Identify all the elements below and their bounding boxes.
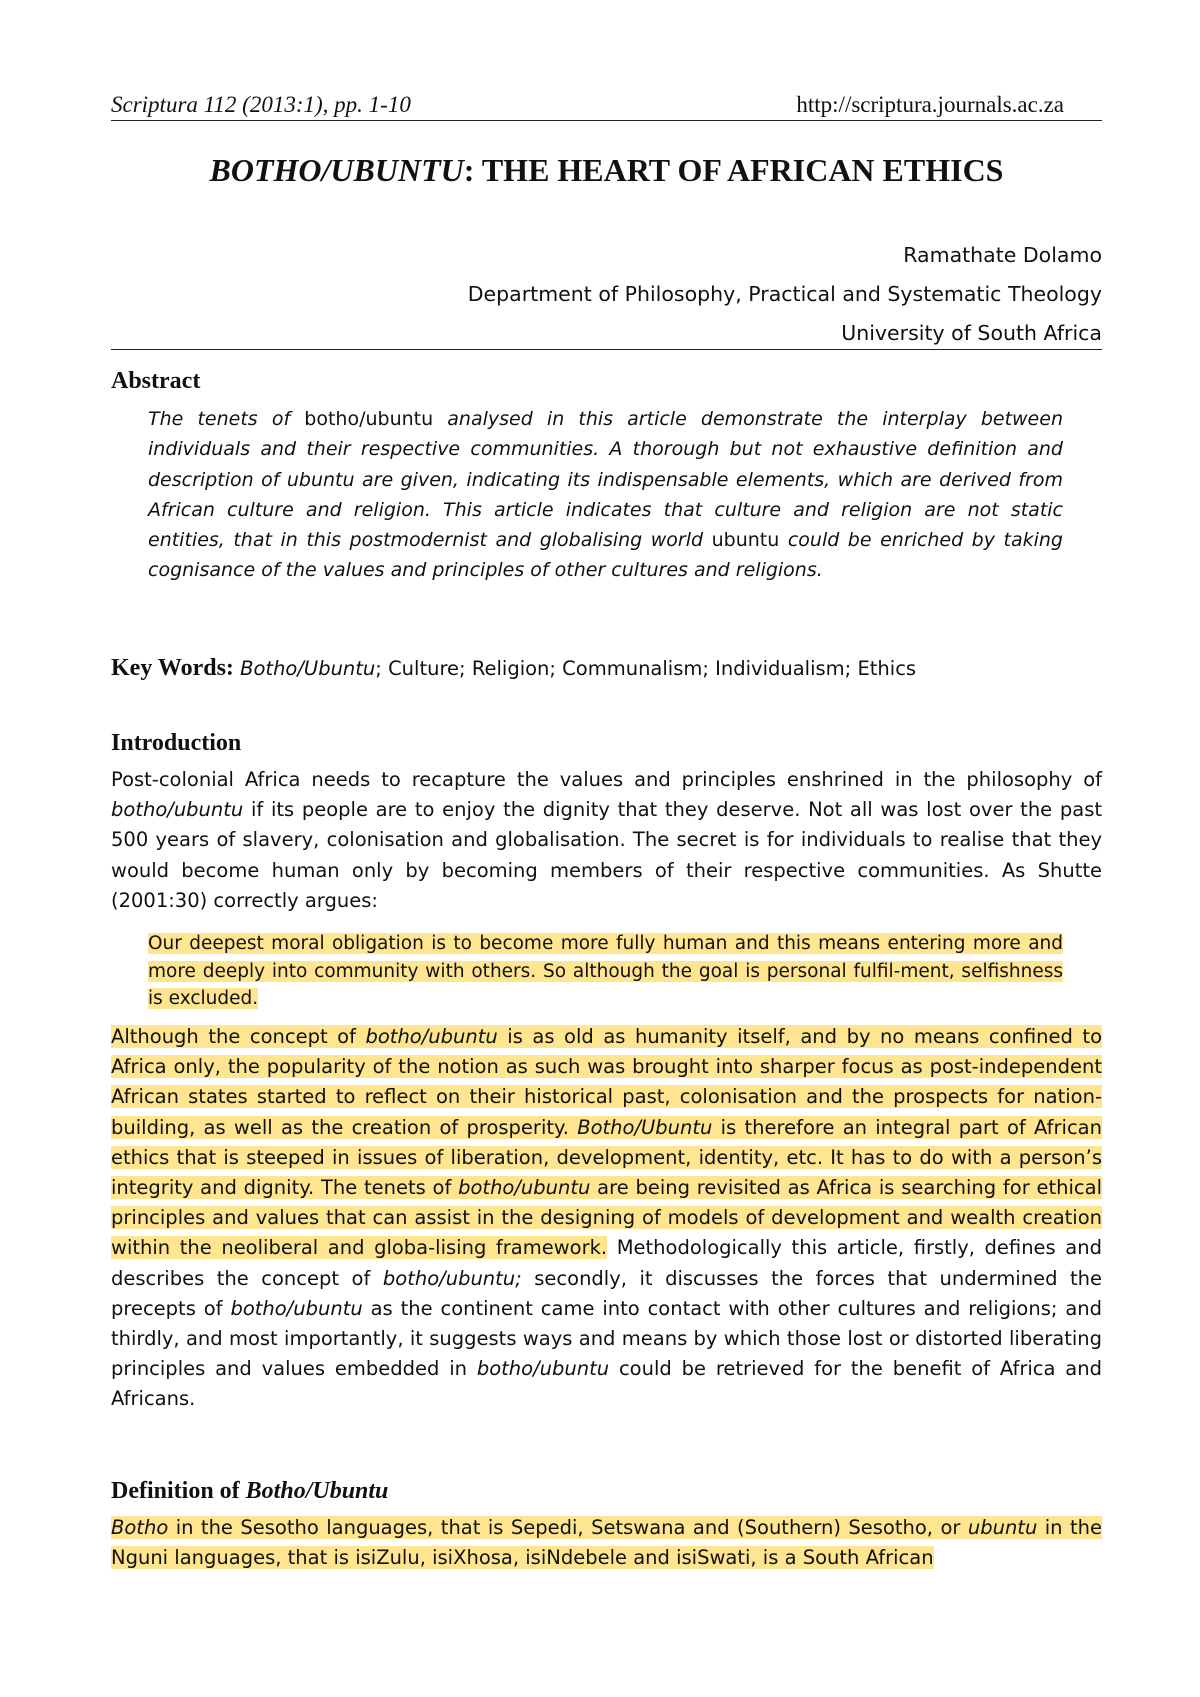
intro-paragraph-1 — [111, 765, 1102, 916]
keyword-botho: Botho/Ubuntu — [240, 657, 376, 680]
abstract-heading: Abstract — [111, 368, 201, 394]
definition-p1-text-c: ubuntu — [967, 1516, 1038, 1539]
intro-p2-text-f: botho/ubuntu — [458, 1176, 591, 1200]
intro-p2-text-m: botho/ubuntu — [476, 1357, 610, 1381]
intro-p2-text-j: secondly, it discusses the forces that undermined the precepts of — [111, 1266, 1102, 1320]
definition-heading-italic: Botho/Ubuntu — [245, 1478, 389, 1504]
intro-paragraph-2 — [111, 1022, 1102, 1415]
intro-p2-text-e: is therefore an integral part of African ethics that is steeped in issues of liberation, development, identity, etc. It has to do with a person’s integrity and dignity. The tenets of — [111, 1115, 1102, 1200]
abstract-text-5: could be enriched by taking cognisance of the values and principles of other cultures and religions. — [148, 529, 1063, 582]
abstract-text-3: analysed in this article demonstrate the interplay between individuals and their respective communities. A thorough but not exhaustive definition and description of ubuntu are given, indicating its indispensable elements, which are derived from African culture and religion. This article indicates that culture and religion are not static entities, that in this postmodernist and globalising world — [148, 408, 1063, 552]
title-rest: : THE HEART OF AFRICAN ETHICS — [463, 152, 1004, 188]
definition-p1-text-b: in the Sesotho languages, that is Sepedi, Setswana and (Southern) Sesotho, or — [168, 1516, 968, 1539]
journal-url[interactable]: http://scriptura.journals.ac.za — [796, 92, 1064, 117]
keywords-rest: ; Culture; Religion; Communalism; Individualism; Ethics — [375, 657, 917, 680]
abstract-text-4: ubuntu — [711, 529, 780, 552]
author-block — [468, 236, 1102, 353]
abstract-body — [148, 404, 1063, 586]
article-title — [111, 152, 1102, 189]
keywords-label: Key Words — [111, 655, 226, 681]
intro-p2-text-l: as the continent came into contact with other cultures and religions; and thirdly, and most importantly, it suggests ways and means by which those lost or distorted liberating principles and values embedded in — [111, 1296, 1103, 1381]
intro-p2-text-d: Botho/Ubuntu — [577, 1115, 713, 1139]
title-italic: BOTHO/UBUNTU — [209, 152, 464, 188]
author-name: Ramathate Dolamo — [903, 243, 1102, 267]
author-department: Department of Philosophy, Practical and Systematic Theology — [467, 282, 1102, 306]
introduction-heading: Introduction — [111, 730, 242, 756]
definition-heading — [111, 1478, 388, 1505]
block-quote — [148, 930, 1063, 1013]
intro-p2-text-a: Although the concept of — [111, 1025, 366, 1048]
abstract-text-1: The tenets of — [148, 408, 305, 430]
keywords-line: Key Words: Botho/Ubuntu; Culture; Religion; Communalism; Individualism; Ethics — [111, 655, 917, 681]
intro-p2-text-i: botho/ubuntu; — [382, 1266, 522, 1290]
definition-paragraph-1 — [111, 1513, 1102, 1573]
author-university: University of South Africa — [841, 321, 1102, 345]
intro-p2-text-g: are being revisited as Africa is searching for ethical principles and values that can assist in the designing of models of development and wealth creation within the neoliberal and globa-lising framework. — [111, 1176, 1103, 1260]
journal-citation: Scriptura 112 (2013:1), pp. 1-10 — [111, 92, 411, 117]
author-divider — [111, 349, 1102, 350]
running-header — [111, 88, 1102, 121]
definition-p1-text-a: Botho — [111, 1516, 169, 1539]
intro-p1-text-a: Post-colonial Africa needs to recapture the values and principles enshrined in the philosophy of — [111, 768, 1102, 791]
intro-p2-text-n: could be retrieved for the benefit of Africa and Africans. — [111, 1357, 1102, 1411]
definition-p1-text-d: in the Nguni languages, that is isiZulu, isiXhosa, isiNdebele and isiSwati, is a South African — [111, 1516, 1102, 1570]
intro-p1-text-b: botho/ubuntu — [111, 798, 244, 822]
abstract-text-2: botho/ubuntu — [304, 408, 434, 430]
definition-heading-plain: Definition of — [111, 1478, 246, 1504]
intro-p2-text-b: botho/ubuntu — [365, 1025, 498, 1048]
intro-p2-text-h: Methodologically this article, firstly, defines and describes the concept of — [111, 1236, 1102, 1290]
intro-p1-text-c: if its people are to enjoy the dignity that they deserve. Not all was lost over the past 500 years of slavery, colonisation and globalisation. The secret is for individuals to realise that they would become human only by becoming members of their respective communities. As Shutte (2001:30) correctly argues: — [111, 798, 1102, 912]
intro-p2-text-k: botho/ubuntu — [230, 1296, 363, 1320]
quote-text: Our deepest moral obligation is to become more fully human and this means entering more and more deeply into community with others. So although the goal is personal fulfil-ment, selfishness is excluded. — [148, 933, 1063, 1009]
intro-p2-text-c: is as old as humanity itself, and by no means confined to Africa only, the popularity of the notion as such was brought into sharper focus as post-independent African states started to reflect on their historical past, colonisation and the prospects for nation-building, as well as the creation of prosperity. — [111, 1025, 1102, 1139]
